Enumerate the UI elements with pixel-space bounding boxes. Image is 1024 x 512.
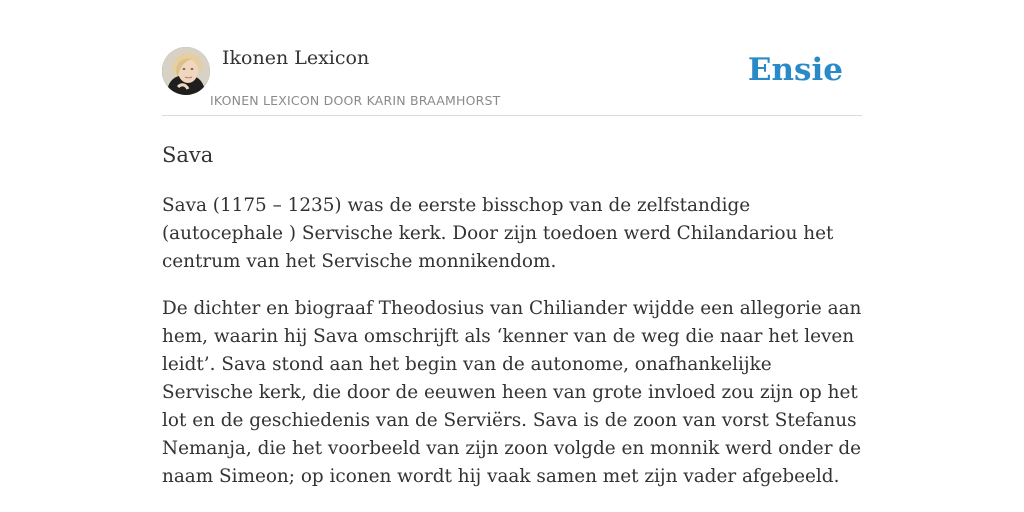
author-avatar[interactable] [162, 47, 210, 95]
avatar-portrait-image [162, 47, 210, 95]
article-paragraph: Sava (1175 – 1235) was de eerste bisschop van de zelfstandige (autocephale ) Servische kerk. Door zijn toedoen werd Chilandariou het centrum van het Servische monnikendom. [162, 195, 834, 272]
lexicon-byline: IKONEN LEXICON DOOR KARIN BRAAMHORST [210, 93, 501, 108]
ensie-logo-link[interactable]: Ensie [747, 52, 843, 88]
article-paragraph: De dichter en biograaf Theodosius van Chiliander wijdde een allegorie aan hem, waarin hij Sava omschrijft als ‘kenner van de weg die naar het leven leidt’. Sava stond aan het begin van de autonome, onafhankelijke Servische kerk, die door de eeuwen heen van grote invloed zou zijn op het lot en de geschiedenis van de Serviërs. Sava is de zoon van vorst Stefanus Nemanja, die het voorbeeld van zijn zoon volgde en monnik werd onder de naam Simeon; op iconen wordt hij vaak samen met zijn vader afgebeeld. [162, 298, 862, 487]
article-body [162, 192, 867, 510]
article-title: Sava [162, 143, 214, 167]
lexicon-name-link[interactable]: Ikonen Lexicon [222, 47, 370, 69]
lexicon-header [162, 0, 862, 116]
page-container [162, 0, 862, 487]
